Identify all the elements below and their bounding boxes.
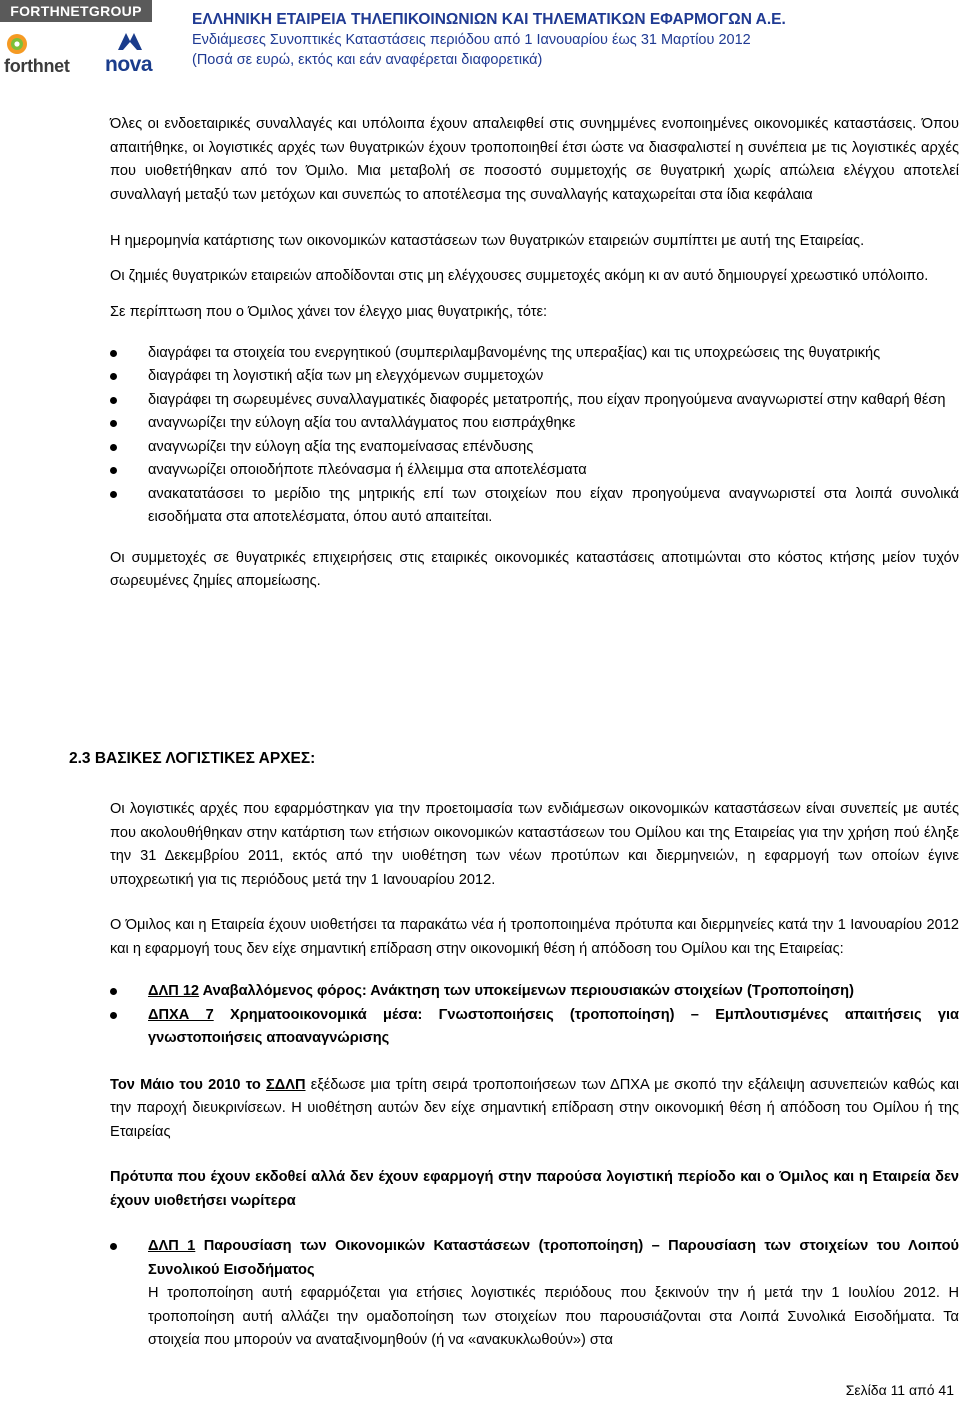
list-item-body: Η τροποποίηση αυτή εφαρμόζεται για ετήσιες λογιστικές περιόδους που ξεκινούν την ή μετά την 1 Ιουλίου 2012. Η τροποποίηση αυτή αλλάζει την ομαδοποίηση των στοιχείων που παρουσιάζονται στα Λοιπά Συνολικά Εισοδήματα. Τα στοιχεία που μπορούν να αναταξινομηθούν (ή να «ανακυκλωθούν») στα — [148, 1285, 959, 1348]
paragraph-iasb-amendments: Τον Μάιο του 2010 το ΣΔΛΠ εξέδωσε μια τρίτη σειρά τροποποιήσεων των ΔΠΧΑ με σκοπό την εξάλειψη ασυνεπειών καθώς και την παροχή διευκρινίσεων. Η υιοθέτηση αυτών δεν είχε σημαντική επίδραση στην οικονομική θέση ή απόδοση του Ομίλου ή της Εταιρείας — [110, 1076, 959, 1140]
paragraph-loss-of-control: Σε περίπτωση που ο Όμιλος χάνει τον έλεγχο μιας θυγατρικής, τότε: — [110, 304, 548, 320]
currency-note: (Ποσά σε ευρώ, εκτός και εάν αναφέρεται διαφορετικά) — [192, 52, 543, 68]
report-subtitle: Ενδιάμεσες Συνοπτικές Καταστάσεις περιόδου από 1 Ιανουαρίου έως 31 Μαρτίου 2012 — [192, 32, 751, 48]
list-item: αναγνωρίζει την εύλογη αξία του ανταλλάγματος που εισπράχθηκε — [110, 412, 959, 436]
list-item: διαγράφει τη λογιστική αξία των μη ελεγχόμενων συμμετοχών — [110, 365, 959, 389]
forthnet-logo — [4, 28, 99, 76]
section-heading: 2.3 ΒΑΣΙΚΕΣ ΛΟΓΙΣΤΙΚΕΣ ΑΡΧΕΣ: — [69, 750, 316, 767]
paragraph-new-standards: Ο Όμιλος και η Εταιρεία έχουν υιοθετήσει τα παρακάτω νέα ή τροποποιημένα πρότυπα και διερμηνείες κατά την 1 Ιανουαρίου 2012 και η εφαρμογή τους δεν είχε σημαντική επίδραση στην οικονομική θέση ή απόδοση του Ομίλου και της Εταιρείας: — [110, 917, 959, 957]
nova-emblem-icon — [116, 30, 144, 52]
list-item: αναγνωρίζει την εύλογη αξία της εναπομείνασας επένδυσης — [110, 436, 959, 460]
company-title: ΕΛΛΗΝΙΚΗ ΕΤΑΙΡΕΙΑ ΤΗΛΕΠΙΚΟΙΝΩΝΙΩΝ ΚΑΙ ΤΗΛΕΜΑΤΙΚΩΝ ΕΦΑΡΜΟΓΩΝ Α.Ε. — [192, 11, 786, 28]
paragraph-consolidation: Όλες οι ενδοεταιρικές συναλλαγές και υπόλοιπα έχουν απαλειφθεί στις συνημμένες ενοποιημένες οικονομικές καταστάσεις. Όπου απαιτήθηκε, οι λογιστικές αρχές των θυγατρικών έχουν τροποποιηθεί έτσι ώστε να διασφαλιστεί η συνέπεια με τις λογιστικές αρχές που υιοθετήθηκαν από τον Όμιλο. Μια μεταβολή σε ποσοστό συμμετοχής σε θυγατρική χωρίς απώλεια ελέγχου αποτελεί συναλλαγή μεταξύ των μετόχων και συνεπώς το αποτέλεσμα της συναλλαγής καταχωρείται στα ίδια κεφάλαια — [110, 116, 959, 203]
nova-logo-text: nova — [105, 53, 153, 76]
bullet-icon — [110, 444, 117, 451]
list-item: ΔΛΠ 12 Αναβαλλόμενος φόρος: Ανάκτηση των υποκείμενων περιουσιακών στοιχείων (Τροποποίηση) — [110, 980, 959, 1004]
paragraph-losses: Οι ζημιές θυγατρικών εταιρειών αποδίδονται στις μη ελέγχουσες συμμετοχές ακόμη κι αν αυτό δημιουργεί χρεωστικό υπόλοιπο. — [110, 267, 929, 284]
page-header — [0, 0, 960, 82]
header-text-block — [192, 10, 786, 70]
bullet-icon — [110, 1012, 117, 1019]
paragraph-issued-not-effective: Πρότυπα που έχουν εκδοθεί αλλά δεν έχουν εφαρμογή στην παρούσα λογιστική περίοδο και ο Όμιλος και η Εταιρεία δεν έχουν υιοθετήσει νωρίτερα — [110, 1169, 959, 1209]
bullet-icon — [110, 1243, 117, 1250]
paragraph-accounting-policies: Οι λογιστικές αρχές που εφαρμόστηκαν για την προετοιμασία των ενδιάμεσων οικονομικών καταστάσεων είναι συνεπείς με αυτές που ακολουθήθηκαν στην κατάρτιση των ετήσιων οικονομικών καταστάσεων του Ομίλου και της Εταιρείας για την χρήση πού έληξε την 31 Δεκεμβρίου 2011, εκτός από την υιοθέτηση των νέων προτύπων και διερμηνειών, η εφαρμογή των οποίων έγινε υποχρεωτική για τις περιόδους μετά την 1 Ιανουαρίου 2012. — [110, 801, 959, 888]
list-item: διαγράφει τα στοιχεία του ενεργητικού (συμπεριλαμβανομένης της υπεραξίας) και τις υποχρεώσεις της θυγατρικής — [110, 342, 959, 366]
page-content-section-2-3 — [110, 798, 959, 1353]
bullet-icon — [110, 988, 117, 995]
bullet-icon — [110, 350, 117, 357]
paragraph-reporting-date: Η ημερομηνία κατάρτισης των οικονομικών καταστάσεων των θυγατρικών εταιρειών συμπίπτει με αυτή της Εταιρείας. — [110, 233, 865, 249]
bullet-list-adopted-standards — [110, 980, 959, 1051]
list-item: ΔΛΠ 1 Παρουσίαση των Οικονομικών Καταστάσεων (τροποποίηση) – Παρουσίαση των στοιχείων του Λοιπού Συνολικού Εισοδήματος Η τροποποίηση αυτή εφαρμόζεται για ετήσιες λογιστικές περιόδους που ξεκινούν την ή μετά την 1 Ιουλίου 2012. Η τροποποίηση αυτή αλλάζει την ομαδοποίηση των στοιχείων που παρουσιάζονται στα Λοιπά Συνολικά Εισοδήματα. Τα στοιχεία που μπορούν να αναταξινομηθούν (ή να «ανακυκλωθούν») στα — [110, 1235, 959, 1353]
bullet-icon — [110, 397, 117, 404]
page-content — [110, 113, 959, 594]
bullet-icon — [110, 491, 117, 498]
group-label: FORTHNETGROUP — [0, 0, 152, 22]
nova-logo — [104, 28, 156, 76]
list-item: ΔΠΧΑ 7 Χρηματοοικονομικά μέσα: Γνωστοποιήσεις (τροποποίηση) – Εμπλουτισμένες απαιτήσεις για γνωστοποιήσεις αποαναγνώρισης — [110, 1004, 959, 1051]
page-number: Σελίδα 11 από 41 — [845, 1382, 954, 1398]
bullet-list-loss-of-control — [110, 342, 959, 530]
forthnet-logo-text: forthnet — [4, 56, 70, 76]
list-item: αναγνωρίζει οποιοδήποτε πλεόνασμα ή έλλειμμα στα αποτελέσματα — [110, 459, 959, 483]
list-item: διαγράφει τη σωρευμένες συναλλαγματικές διαφορές μετατροπής, που είχαν προηγούμενα αναγνωριστεί στην καθαρή θέση — [110, 389, 959, 413]
forthnet-swirl-icon — [4, 32, 30, 56]
list-item: ανακατατάσσει το μερίδιο της μητρικής επί των στοιχείων που είχαν προηγούμενα αναγνωριστεί στα λοιπά συνολικά εισοδήματα στα αποτελέσματα, όπου αυτό απαιτείται. — [110, 483, 959, 530]
bullet-icon — [110, 420, 117, 427]
paragraph-investments-cost: Οι συμμετοχές σε θυγατρικές επιχειρήσεις στις εταιρικές οικονομικές καταστάσεις αποτιμώνται στο κόστος κτήσης μείον τυχόν σωρευμένες ζημίες απομείωσης. — [110, 549, 959, 589]
bullet-icon — [110, 467, 117, 474]
bullet-icon — [110, 373, 117, 380]
